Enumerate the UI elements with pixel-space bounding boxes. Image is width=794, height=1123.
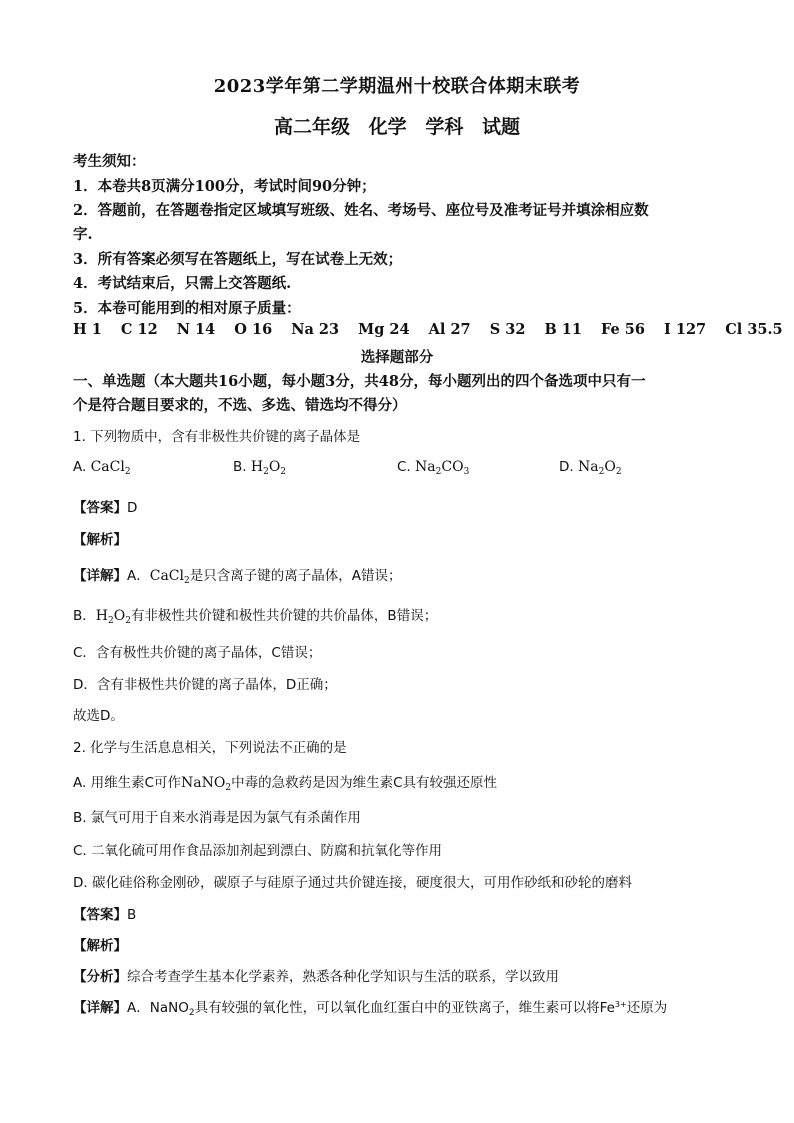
answer-tag: 【答案】: [73, 500, 127, 516]
q1-option-a: [73, 459, 131, 477]
detail-text: 有非极性共价键和极性共价键的共价晶体，B错误；: [130, 608, 438, 624]
page-subtitle: [0, 112, 794, 139]
subtitle-exam: 试题: [481, 116, 520, 138]
formula-sub: 2: [615, 467, 622, 477]
section-title: 选择题部分: [360, 349, 434, 366]
q2-analysis-tag: 【解析】: [73, 938, 127, 954]
formula-sup: 3+: [614, 1000, 627, 1009]
mass-mg: Mg 24: [358, 321, 410, 338]
formula-text: NaNO: [181, 775, 226, 791]
page-title: 2023学年第二学期温州十校联合体期末联考: [213, 76, 581, 97]
notice-item-4: 4．考试结束后，只需上交答题纸.: [73, 275, 292, 292]
q1-detail-b: [73, 604, 437, 626]
formula-sub: 2: [188, 1008, 195, 1018]
q1-conclusion: 故选D。: [73, 708, 124, 724]
notice-item-2-cont: 字.: [73, 226, 93, 243]
subtitle-subject: 化学: [368, 116, 407, 138]
q1-option-b: [233, 459, 286, 477]
subtitle-discipline: 学科: [425, 116, 464, 138]
q1-detail-c: C．含有极性共价键的离子晶体，C错误；: [73, 645, 322, 661]
q1-stem: 1. 下列物质中，含有非极性共价键的离子晶体是: [73, 429, 361, 445]
formula-sub: 2: [125, 616, 131, 626]
formula: [415, 459, 469, 475]
q1-option-d: [559, 459, 622, 477]
mass-o: O 16: [234, 321, 273, 338]
subtitle-grade: 高二年级: [274, 116, 351, 138]
q1-option-c: [397, 459, 469, 477]
formula-text: H: [250, 459, 264, 475]
fenxi-text: 综合考查学生基本化学素养，熟悉各种化学知识与生活的联系，学以致用: [127, 969, 559, 985]
notice-item-1: 1．本卷共8页满分100分，考试时间90分钟；: [73, 178, 376, 195]
formula: [91, 459, 131, 475]
mass-c: C 12: [120, 321, 158, 338]
formula: [181, 775, 231, 791]
option-letter: B.: [233, 459, 247, 475]
detail-tag: 【详解】: [73, 568, 127, 584]
part-heading-line1: 一、单选题（本大题共16小题，每小题3分，共48分，每小题列出的四个备选项中只有一: [73, 373, 646, 390]
answer-value: D: [127, 500, 138, 516]
formula-text: H: [95, 608, 108, 624]
detail-text: 是只含离子键的离子晶体，A错误；: [189, 568, 402, 584]
formula-text: O: [268, 459, 281, 475]
option-text: 中毒的急救药是因为维生素C具有较强还原性: [231, 775, 498, 791]
q2-fenxi: [73, 965, 559, 985]
formula-sub: 2: [225, 783, 232, 793]
formula: [150, 568, 190, 584]
q1-answer: [73, 496, 137, 516]
formula-text: O: [604, 459, 616, 475]
formula: [578, 459, 622, 475]
formula-sub: 2: [124, 467, 131, 477]
formula-sub: 2: [184, 576, 190, 586]
formula-text: CaCl: [90, 459, 125, 475]
formula-text: CaCl: [149, 568, 184, 584]
notice-item-5: 5．本卷可能用到的相对原子质量：: [73, 300, 301, 317]
formula-sub: 2: [435, 467, 442, 477]
formula: [251, 459, 286, 475]
answer-value: B: [127, 907, 137, 923]
q2-stem: 2. 化学与生活息息相关，下列说法不正确的是: [73, 740, 347, 756]
formula-sub: 2: [280, 467, 287, 477]
formula-sub: 2: [598, 467, 605, 477]
mass-al: Al 27: [428, 321, 471, 338]
mass-fe: Fe 56: [601, 321, 645, 338]
q2-answer: [73, 903, 136, 923]
q1-detail-d: D．含有非极性共价键的离子晶体，D正确；: [73, 677, 337, 693]
atomic-masses: [73, 321, 794, 338]
q1-detail-a: [73, 564, 401, 586]
q2-option-b: B. 氯气可用于自来水消毒是因为氯气有杀菌作用: [73, 810, 361, 826]
detail-text: 还原为: [626, 1000, 668, 1016]
mass-n: N 14: [176, 321, 216, 338]
mass-cl: Cl 35.5: [725, 321, 783, 338]
mass-b: B 11: [544, 321, 582, 338]
option-text: A. 用维生素C可作: [73, 775, 182, 791]
q2-detail: [73, 996, 667, 1018]
answer-tag: 【答案】: [73, 907, 127, 923]
part-heading-line2: 个是符合题目要求的，不选、多选、错选均不得分）: [73, 397, 407, 414]
notice-item-2: 2．答题前，在答题卷指定区域填写班级、姓名、考场号、座位号及准考证号并填涂相应数: [73, 202, 649, 219]
detail-text: 具有较强的氧化性，可以氧化血红蛋白中的亚铁离子，维生素可以将Fe: [194, 1000, 615, 1016]
detail-prefix: A．: [127, 568, 150, 584]
fenxi-tag: 【分析】: [73, 969, 127, 985]
detail-prefix: B．: [73, 608, 96, 624]
q2-option-c: C. 二氧化硫可用作食品添加剂起到漂白、防腐和抗氧化等作用: [73, 843, 443, 859]
formula-sub: 2: [263, 467, 269, 477]
option-letter: A.: [73, 459, 87, 475]
formula-text: Na: [415, 459, 436, 475]
formula-text: O: [113, 608, 126, 624]
mass-na: Na 23: [291, 321, 340, 338]
option-letter: C.: [397, 459, 411, 475]
option-letter: D.: [559, 459, 574, 475]
detail-text: A．NaNO: [127, 1000, 189, 1016]
mass-i: I 127: [664, 321, 707, 338]
q1-analysis-tag: 【解析】: [73, 532, 127, 548]
formula-text: Na: [577, 459, 599, 475]
formula-sub: 3: [463, 467, 470, 477]
notice-heading: 考生须知：: [73, 153, 146, 170]
detail-tag: 【详解】: [73, 1000, 127, 1016]
notice-item-3: 3．所有答案必须写在答题纸上，写在试卷上无效；: [73, 251, 403, 268]
q2-option-d: D. 碳化硅俗称金刚砂，碳原子与硅原子通过共价键连接，硬度很大，可用作砂纸和砂轮的磨料: [73, 875, 632, 891]
formula-text: CO: [441, 459, 464, 475]
mass-h: H 1: [73, 321, 102, 338]
formula-sub: 2: [107, 616, 114, 626]
formula: [96, 608, 131, 624]
mass-s: S 32: [489, 321, 526, 338]
q2-option-a: [73, 771, 497, 793]
